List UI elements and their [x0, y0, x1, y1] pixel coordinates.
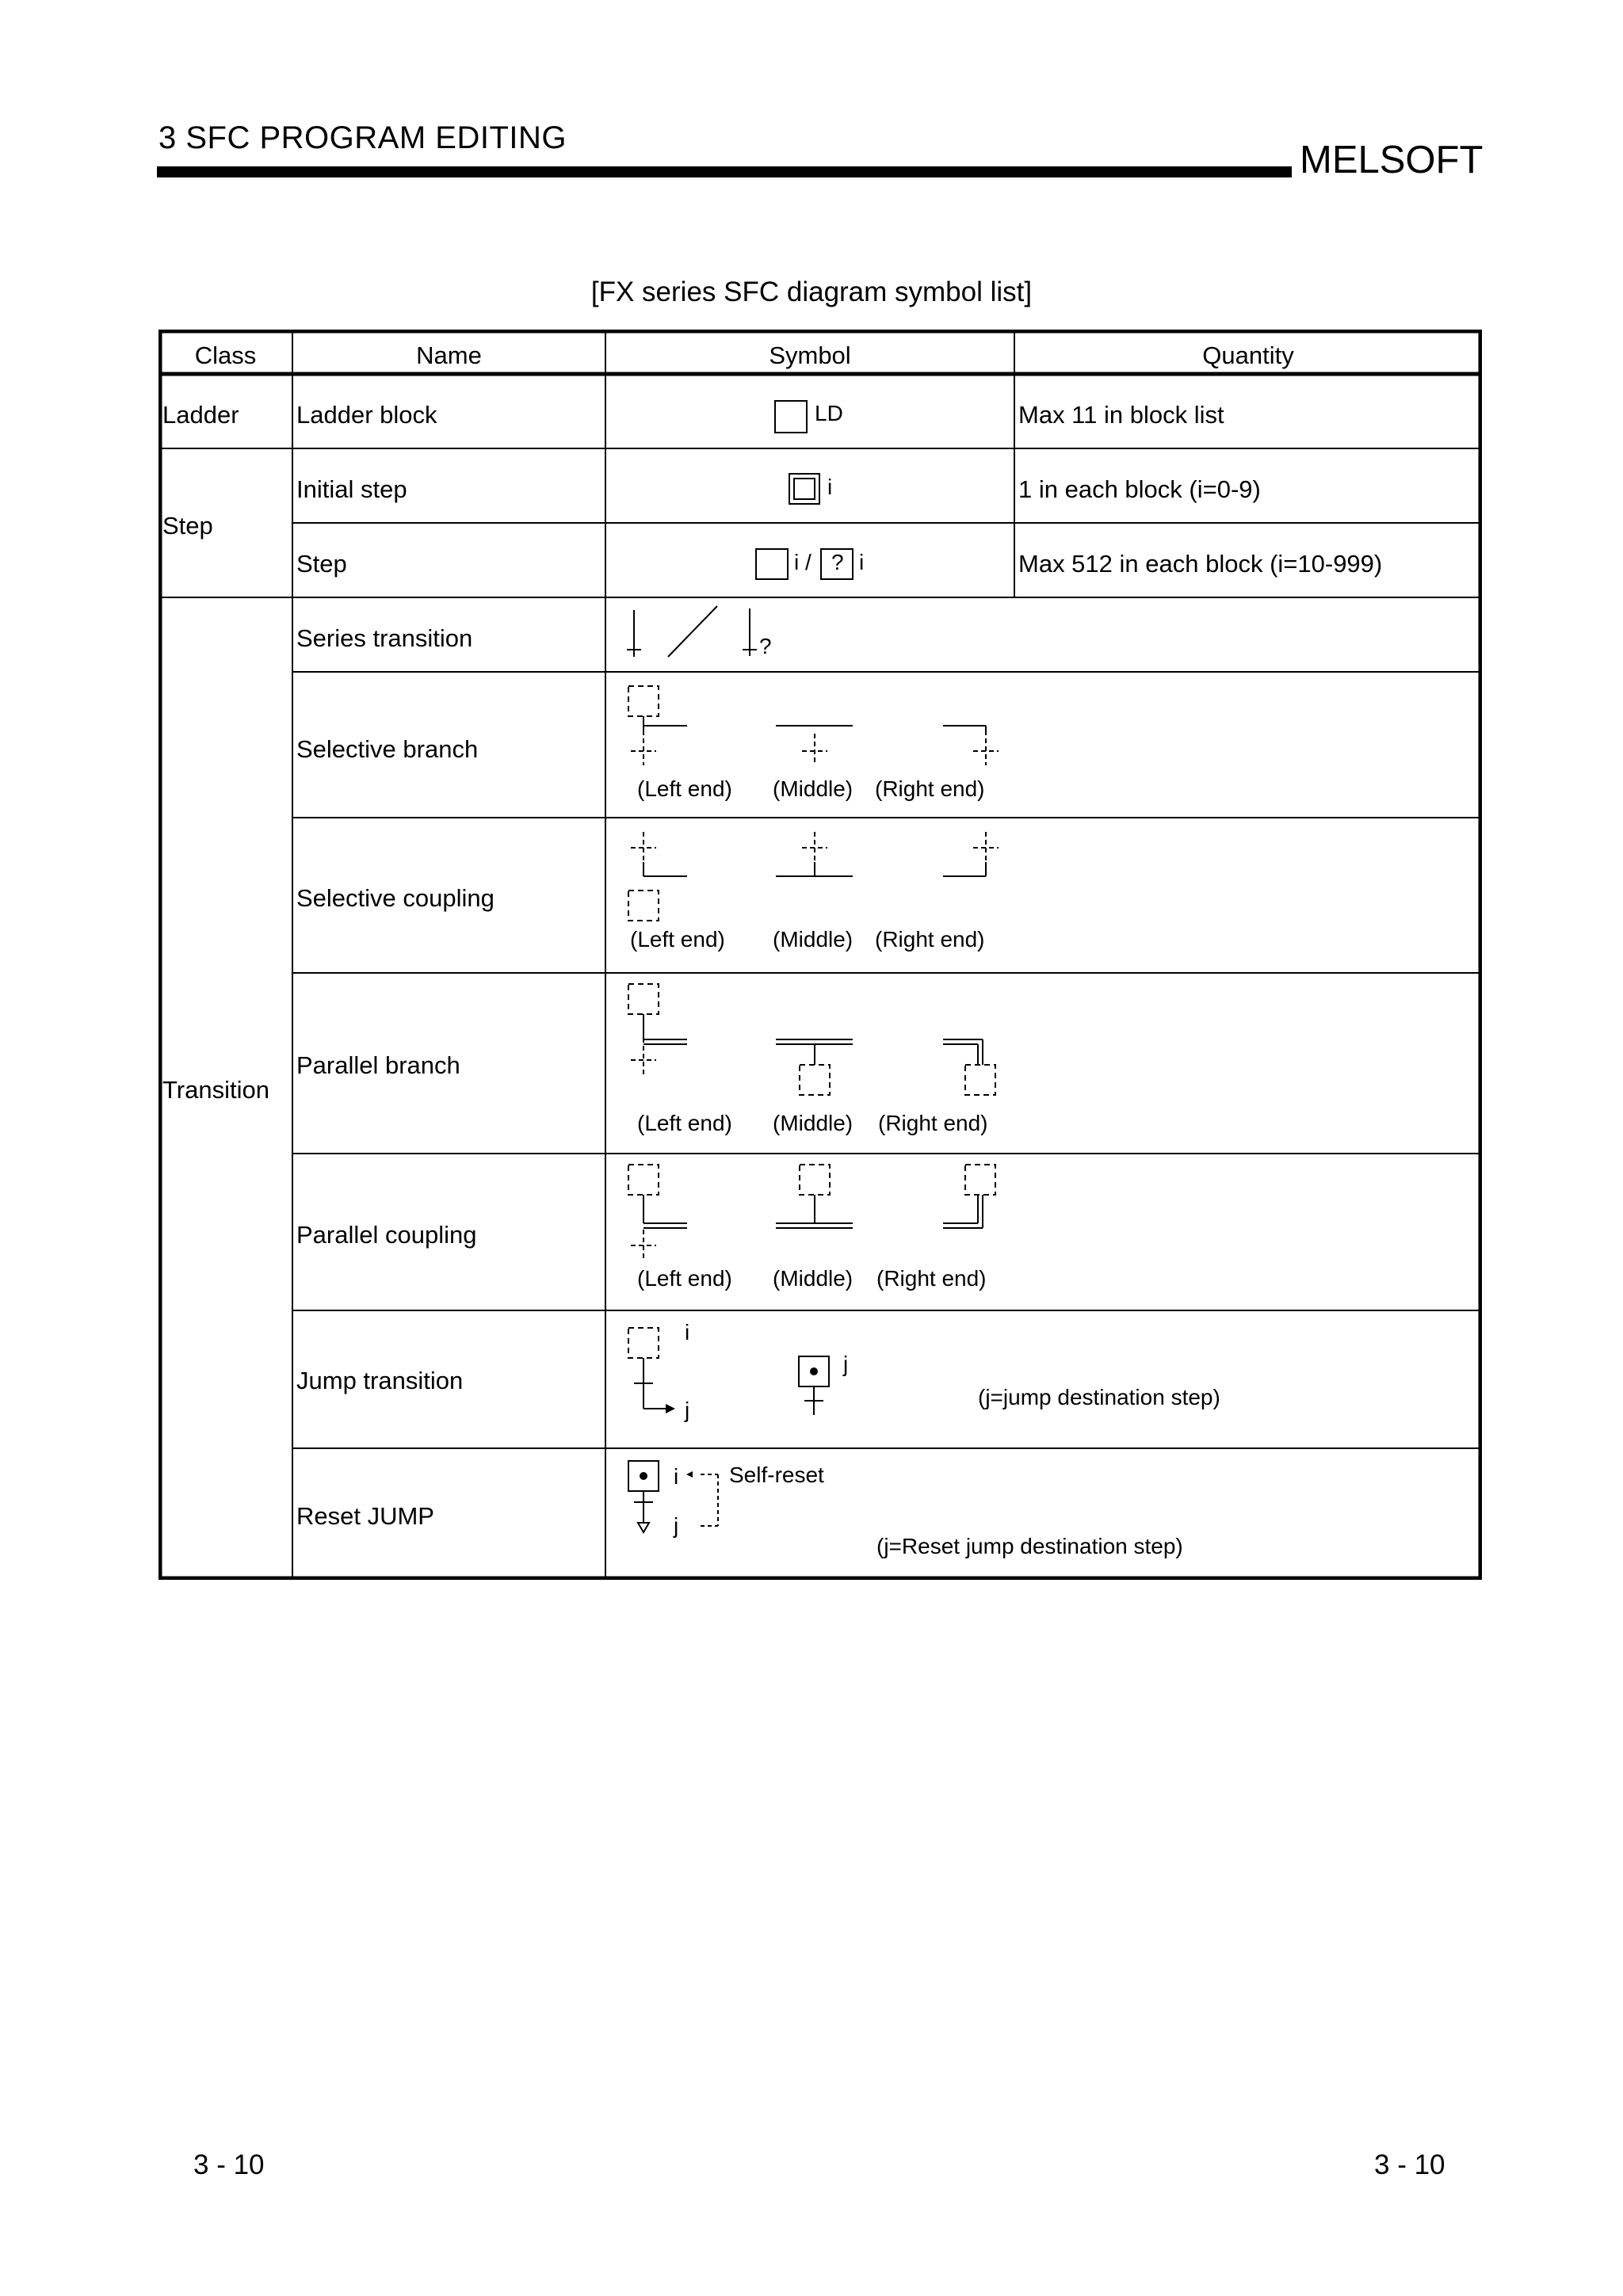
chapter-title: 3 SFC PROGRAM EDITING	[158, 120, 567, 155]
symbol-label: j	[843, 1352, 849, 1376]
symbol-label: (Right end)	[876, 1266, 987, 1291]
symbol-table	[158, 330, 1482, 1580]
symbol-label: (Right end)	[875, 927, 985, 952]
symbol-label: (Right end)	[878, 1111, 988, 1135]
symbol-label: LD	[815, 401, 843, 425]
row-quantity: 1 in each block (i=0-9)	[1018, 475, 1261, 503]
row-quantity: Max 512 in each block (i=10-999)	[1018, 550, 1383, 578]
ladder-block-icon	[775, 401, 807, 433]
row-quantity: Max 11 in block list	[1018, 401, 1224, 429]
class-transition: Transition	[162, 1076, 269, 1104]
symbol-label: (j=Reset jump destination step)	[876, 1534, 1183, 1558]
col-header-symbol: Symbol	[769, 341, 851, 369]
row-name: Parallel coupling	[296, 1221, 477, 1249]
symbol-label: j	[674, 1513, 679, 1538]
symbol-label: i	[674, 1464, 679, 1489]
parallel-branch-icon	[628, 984, 995, 1095]
col-header-name: Name	[416, 341, 482, 369]
row-name: Initial step	[296, 475, 407, 503]
table-caption: [FX series SFC diagram symbol list]	[590, 277, 1033, 307]
col-header-quantity: Quantity	[1202, 341, 1294, 369]
symbol-label: j	[685, 1398, 690, 1422]
symbol-label: (Left end)	[637, 776, 732, 801]
symbol-label: (Left end)	[637, 1266, 732, 1291]
symbol-label: i	[827, 475, 833, 499]
series-transition-icon	[627, 606, 757, 657]
selective-coupling-icon	[628, 832, 999, 921]
selective-branch-icon	[628, 686, 999, 765]
step-icon	[756, 549, 788, 579]
symbol-label: ?	[831, 550, 844, 574]
brand-logo: MELSOFT	[1300, 139, 1484, 181]
symbol-label: i	[859, 550, 865, 574]
row-name: Series transition	[296, 624, 473, 652]
symbol-label: (Middle)	[773, 1111, 854, 1135]
symbol-label: (j=jump destination step)	[978, 1385, 1220, 1409]
row-name: Selective coupling	[296, 884, 495, 912]
symbol-label: (Left end)	[637, 1111, 732, 1135]
symbol-label: i	[685, 1320, 690, 1344]
symbol-label: ?	[759, 634, 772, 658]
row-name: Ladder block	[296, 401, 437, 429]
symbol-label: (Left end)	[630, 927, 725, 952]
jump-transition-icon	[628, 1328, 829, 1415]
symbol-label: (Right end)	[875, 776, 985, 801]
symbol-label: Self-reset	[729, 1463, 824, 1487]
symbol-label: (Middle)	[773, 1266, 854, 1291]
row-name: Reset JUMP	[296, 1502, 434, 1530]
col-header-class: Class	[194, 341, 257, 369]
row-name: Jump transition	[296, 1367, 464, 1394]
symbol-label: i /	[794, 550, 812, 574]
page-number-right: 3 - 10	[1374, 2149, 1445, 2180]
row-name: Parallel branch	[296, 1051, 460, 1079]
class-ladder: Ladder	[162, 401, 239, 429]
header-rule	[157, 166, 1292, 177]
class-step: Step	[162, 512, 213, 540]
symbol-label: (Middle)	[773, 927, 854, 952]
parallel-coupling-icon	[628, 1165, 995, 1261]
row-name: Step	[296, 550, 347, 578]
page-number-left: 3 - 10	[193, 2149, 265, 2180]
row-name: Selective branch	[296, 735, 479, 763]
symbol-label: (Middle)	[773, 776, 854, 801]
